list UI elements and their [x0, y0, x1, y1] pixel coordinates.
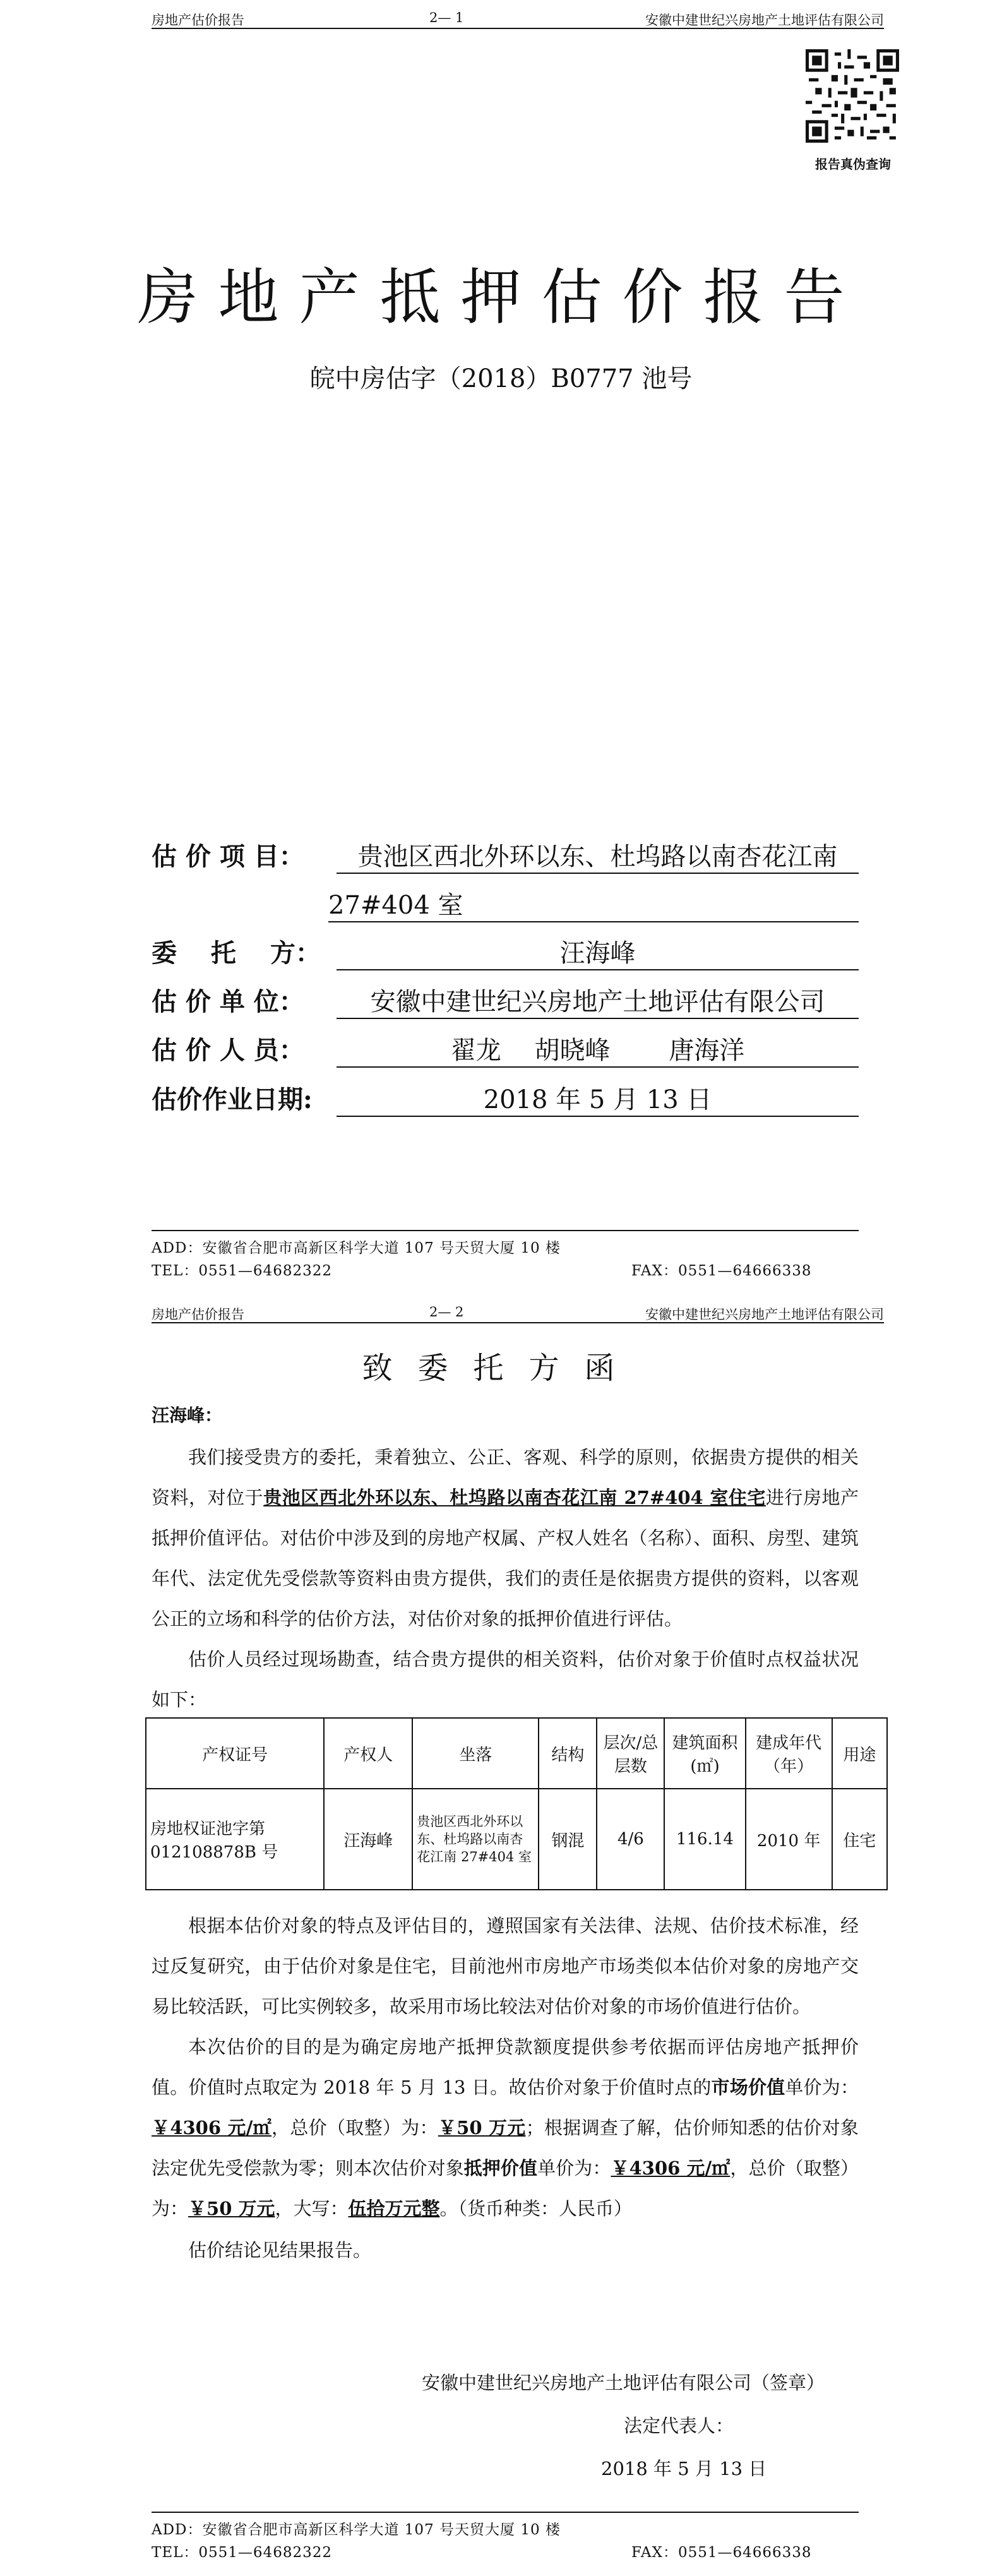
amount-in-words: 伍拾万元整 [348, 2198, 440, 2219]
table-cell-usage: 住宅 [832, 1789, 887, 1890]
paragraph-commission [152, 1437, 859, 1639]
paragraph-conclusion [152, 2027, 859, 2229]
table-header-cell: 产权人 [324, 1718, 412, 1789]
qr-label: 报告真伪查询 [815, 157, 891, 172]
paragraph-see-results: 估价结论见结果报告。 [188, 2239, 372, 2261]
project-value-line2: 27#404 室 [328, 885, 859, 922]
table-cell-cert-no: 房地权证池字第 012108878B 号 [146, 1789, 324, 1890]
signature-legal-rep: 法定代表人： [624, 2415, 734, 2436]
footer-address: ADD：安徽省合肥市高新区科学大道 107 号天贸大厦 10 楼 [152, 1240, 561, 1256]
table-header-cell: 产权证号 [146, 1718, 324, 1789]
property-rights-table [145, 1717, 888, 1890]
signature-date: 2018 年 5 月 13 日 [601, 2458, 767, 2479]
table-row [146, 1789, 887, 1890]
mortgage-unit-price: ￥4306 元/㎡ [611, 2157, 731, 2179]
client-label: 委 托 方： [152, 938, 321, 968]
footer-tel: TEL：0551—64682322 [152, 2544, 333, 2561]
mortgage-value-label: 抵押价值 [463, 2157, 538, 2179]
table-header-cell: 建筑面积(㎡) [664, 1718, 745, 1789]
table-cell-floor: 4/6 [597, 1789, 664, 1890]
org-label: 估 价 单 位： [152, 987, 304, 1017]
table-cell-location: 贵池区西北外环以东、杜坞路以南杏花江南 27#404 室 [412, 1789, 539, 1890]
market-total-price: ￥50 万元 [438, 2117, 526, 2138]
p1-text-a: 我们接受贵方的委托，秉着独立、公正、客观、科学的原则，依据贵方提供的相关资料，对位于 [152, 1446, 859, 1508]
p4-text: ，总价（取整）为： [152, 2157, 859, 2219]
letter-salutation: 汪海峰： [152, 1405, 223, 1426]
footer-rule [152, 1230, 859, 1231]
table-header-cell: 层次/总层数 [597, 1718, 664, 1789]
project-label: 估 价 项 目： [152, 842, 304, 871]
p4-text: 单价为： [537, 2157, 611, 2179]
signature-company: 安徽中建世纪兴房地产土地评估有限公司（签章） [422, 2372, 825, 2394]
table-cell-structure: 钢混 [539, 1789, 597, 1890]
persons-label: 估 价 人 员： [152, 1035, 304, 1065]
footer-fax: FAX：0551—64666338 [631, 2544, 812, 2561]
table-header-cell: 用途 [832, 1718, 887, 1789]
table-cell-year: 2010 年 [746, 1789, 832, 1890]
footer-contact [152, 2541, 859, 2561]
header-left: 房地产估价报告 [152, 1307, 244, 1322]
date-value: 2018 年 5 月 13 日 [337, 1080, 859, 1117]
header-right: 安徽中建世纪兴房地产土地评估有限公司 [645, 13, 884, 28]
p4-text: 本次估价的目的是为确定房地产抵押贷款额度提供参考依据而评估房地产抵押价值。价值时点取定为 2018 年 5 月 13 日。故估价对象于价值时点的 [152, 2036, 859, 2098]
table-cell-owner: 汪海峰 [324, 1789, 412, 1890]
client-value: 汪海峰 [337, 933, 859, 970]
org-value: 安徽中建世纪兴房地产土地评估有限公司 [337, 982, 859, 1019]
project-value-line1: 贵池区西北外环以东、杜坞路以南杏花江南 [337, 837, 859, 874]
date-label: 估价作业日期: [152, 1085, 313, 1114]
table-header-cell: 建成年代（年） [746, 1718, 832, 1789]
header-page-number: 2— 2 [429, 1304, 464, 1320]
p1-text-c: 进行房地产抵押价值评估。对估价中涉及到的房地产权属、产权人姓名（名称）、面积、房型、建筑年代、法定优先受偿款等资料由贵方提供，我们的责任是依据贵方提供的资料，以客观公正的立场和科学的估价方法，对估价对象的抵押价值进行评估。 [152, 1487, 859, 1630]
market-unit-price: ￥4306 元/㎡ [152, 2117, 271, 2138]
page-header [152, 1303, 884, 1323]
p4-text: ，大写： [275, 2198, 349, 2219]
header-page-number: 2— 1 [429, 10, 464, 25]
table-header-cell: 坐落 [412, 1718, 539, 1789]
mortgage-total-price: ￥50 万元 [188, 2198, 275, 2219]
footer-tel: TEL：0551—64682322 [152, 1263, 333, 1279]
p1-property-address: 贵池区西北外环以东、杜坞路以南杏花江南 27#404 室住宅 [263, 1487, 766, 1508]
footer-contact [152, 1259, 859, 1280]
footer-rule [152, 2512, 859, 2513]
header-left: 房地产估价报告 [152, 13, 244, 28]
document-number: 皖中房估字（2018）B0777 池号 [309, 364, 693, 393]
page-header [152, 9, 884, 29]
table-header-row [146, 1718, 887, 1789]
header-right: 安徽中建世纪兴房地产土地评估有限公司 [645, 1307, 884, 1322]
table-cell-area: 116.14 [664, 1789, 745, 1890]
footer-fax: FAX：0551—64666338 [631, 1263, 812, 1279]
p4-text: 单价为： [785, 2077, 859, 2098]
persons-value: 翟龙 胡晓峰 唐海洋 [337, 1030, 859, 1068]
footer-address: ADD：安徽省合肥市高新区科学大道 107 号天贸大厦 10 楼 [152, 2522, 561, 2538]
report-title: 房地产抵押估价报告 [137, 262, 865, 333]
paragraph-method: 根据本估价对象的特点及评估目的，遵照国家有关法律、法规、估价技术标准，经过反复研究，由于估价对象是住宅，目前池州市房地产市场类似本估价对象的房地产交易比较活跃，可比实例较多，故采用市场比较法对估价对象的市场价值进行估价。 [152, 1915, 859, 2017]
letter-page [0, 1294, 1002, 2576]
paragraph-survey: 估价人员经过现场勘查，结合贵方提供的相关资料，估价对象于价值时点权益状况如下： [152, 1649, 859, 1710]
p4-text: ，总价（取整）为： [271, 2117, 438, 2138]
market-value-label: 市场价值 [711, 2077, 785, 2098]
qr-code-icon[interactable] [806, 49, 899, 143]
p4-text: 。（货币种类：人民币） [439, 2198, 633, 2219]
table-header-cell: 结构 [539, 1718, 597, 1789]
p4-text: ；根据调查了解，估价师知悉的估价对象法定优先受偿款为零；则本次估价对象 [152, 2117, 859, 2179]
letter-title: 致委托方函 [362, 1351, 640, 1386]
